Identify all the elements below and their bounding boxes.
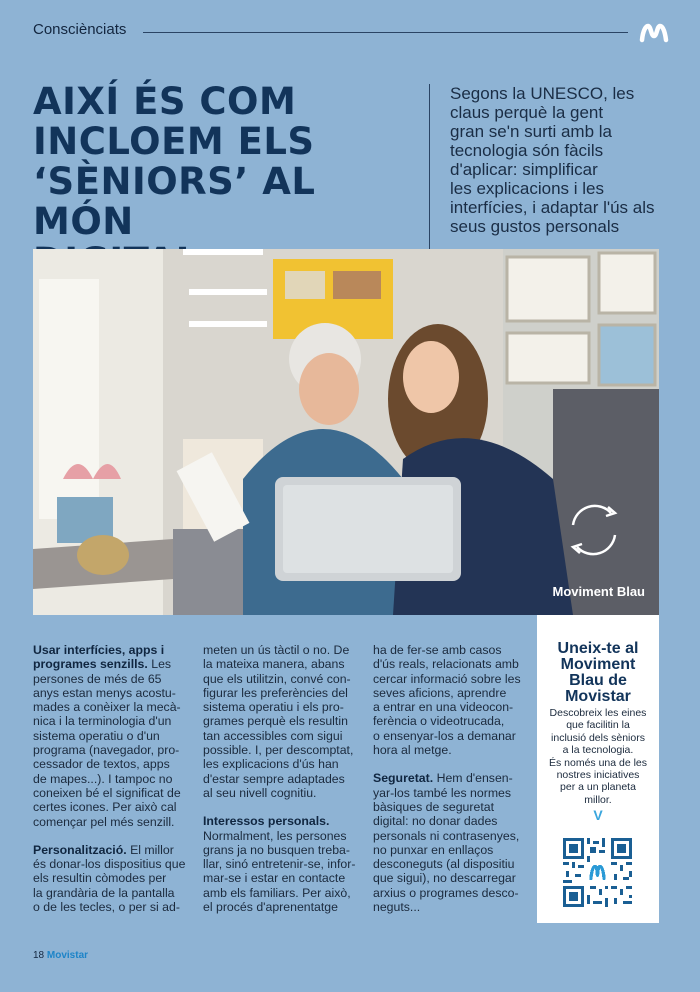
paragraph-line: certes icones. Per això cal	[33, 800, 177, 815]
paragraph-line: és donar-los dispositius que	[33, 857, 186, 872]
paragraph-line: cercar informació sobre les	[373, 671, 521, 686]
paragraph-line: mar-se i estar en contacte	[203, 871, 346, 886]
paragraph-line: nica i la terminologia d'un	[33, 714, 172, 729]
sidebox-text-line: a la tecnologia.	[562, 744, 634, 757]
header-rule	[143, 32, 628, 33]
paragraph-line: o ensenyar-los a demanar	[373, 728, 516, 743]
paragraph-line: tan accessibles com sigui	[203, 728, 343, 743]
section-label: Consciènciats	[33, 21, 127, 38]
paragraph-line: les explicacions d'ús han	[203, 757, 339, 772]
paragraph-line: programa (navegador, pro-	[33, 743, 180, 758]
paragraph-heading: Usar interfícies, apps i	[33, 643, 165, 657]
paragraph-line: seves aficions, aprendre	[373, 685, 507, 700]
paragraph-line: hora al metge.	[373, 743, 452, 758]
paragraph-line: al seu nivell cognitiu.	[203, 785, 317, 800]
photo-caption: Moviment Blau	[552, 584, 645, 599]
column-1	[33, 643, 186, 928]
paragraph-line: sistema operatiu o d'un	[33, 728, 160, 743]
paragraph-line: coneixen bé el significat de	[33, 785, 181, 800]
paragraph-line: anys estan menys acostu-	[33, 685, 176, 700]
paragraph-heading: programes senzills.	[33, 657, 148, 672]
paragraph-personalization	[33, 842, 186, 915]
paragraph-line: cessador de textos, apps	[33, 757, 170, 772]
hero-photo	[33, 249, 659, 615]
paragraph-line: sistema operatiu i els pro-	[203, 700, 344, 715]
headline-line: AIXÍ ÉS COM	[33, 80, 297, 123]
paragraph-line: figurar les preferències del	[203, 685, 348, 700]
moviment-blau-sidebox	[537, 615, 659, 923]
deck-line: Segons la UNESCO, les	[450, 84, 635, 103]
paragraph-line: bàsiques de seguretat	[373, 799, 495, 814]
sidebox-title-line: Movistar	[565, 688, 631, 705]
sidebox-text-line: Descobreix les eines	[549, 707, 647, 719]
paragraph-line	[33, 657, 183, 671]
movistar-m-logo-icon	[639, 22, 669, 44]
paragraph-line: d'ús reals, relacionats amb	[373, 657, 519, 672]
paragraph-line: grans ja no busquen treba-	[203, 842, 350, 857]
paragraph-line	[373, 771, 523, 785]
paragraph-continued	[373, 643, 523, 757]
paragraph-heading: Seguretat.	[373, 771, 434, 786]
headline-line: ‘SÈNIORS’ AL MÓN	[33, 160, 316, 243]
paragraph-line: la mateixa manera, abans	[203, 657, 345, 672]
paragraph-interests	[203, 814, 356, 915]
deck-line: claus perquè la gent	[450, 103, 604, 122]
paragraph-line: no punxar en enllaços	[373, 842, 494, 857]
sidebox-text-line: per a un planeta	[560, 781, 636, 794]
paragraph-line	[33, 843, 183, 857]
deck-line: interfícies, i adaptar l'ús als	[450, 198, 655, 217]
deck-line: seus gustos personals	[450, 217, 620, 236]
paragraph-line: ferència o videotrucada,	[373, 714, 505, 729]
paragraph-security	[373, 771, 523, 914]
paragraph-line: el procés d'aprenentatge	[203, 900, 338, 915]
sidebox-title-line: Uneix-te al	[557, 640, 639, 657]
paragraph-interfaces	[33, 643, 183, 829]
paragraph-line: grames perquè els resultin	[203, 714, 348, 729]
paragraph-line: d'estar sempre adaptades	[203, 771, 345, 786]
chevron-down-icon: V	[593, 807, 603, 824]
deck-line: d'aplicar: simplificar	[450, 160, 598, 179]
paragraph-line: persones de més de 65	[33, 671, 162, 686]
footer-brand: Movistar	[46, 950, 89, 961]
sidebox-text-line: inclusió dels sèniors	[551, 731, 645, 744]
paragraph-continued	[203, 643, 353, 800]
paragraph-line: desconeguts (al dispositiu	[373, 857, 515, 872]
deck-text	[450, 84, 670, 236]
page-footer	[33, 950, 88, 961]
sidebox-text-line: que facilitin la	[566, 719, 630, 732]
paragraph-text: Hem d'ensen-	[436, 771, 513, 786]
paragraph-line: de mapes...). I tampoc no	[33, 771, 173, 786]
page-number: 18	[33, 950, 45, 961]
paragraph-text: Les	[151, 657, 172, 672]
paragraph-line: els resultin còmodes per	[33, 871, 167, 886]
paragraph-line: mades a conèixer la mecà-	[33, 700, 181, 715]
paragraph-line: Normalment, les persones	[203, 828, 347, 843]
paragraph-line: llar, sinó entretenir-se, infor-	[203, 857, 356, 872]
paragraph-line: que els utilitzin, convé con-	[203, 671, 351, 686]
sidebox-text-line: millor.	[584, 793, 612, 806]
paragraph-line: arxius o programes desco-	[373, 885, 519, 900]
paragraph-line: meten un ús tàctil o no. De	[203, 643, 350, 657]
deck-line: les explicacions i les	[450, 179, 605, 198]
deck-line: gran se'n surti amb la	[450, 122, 612, 141]
deck-line: tecnologia són fàcils	[450, 141, 604, 160]
qr-code-icon[interactable]	[563, 838, 632, 907]
paragraph-line: ha de fer-se amb casos	[373, 643, 502, 657]
paragraph-line: possible. I, per descomptat,	[203, 743, 354, 758]
paragraph-heading: Interessos personals.	[203, 814, 330, 829]
paragraph-text: El millor	[130, 842, 174, 857]
paragraph-line: neguts...	[373, 900, 421, 915]
headline-line: INCLOEM ELS	[33, 120, 315, 163]
paragraph-line: digital: no donar dades	[373, 814, 498, 829]
sidebox-title-line: Moviment	[560, 656, 636, 673]
paragraph-line: amb els familiars. Per això,	[203, 885, 351, 900]
sidebox-text-line: És només una de les	[548, 756, 648, 769]
paragraph-line: a entrar en una videocon-	[373, 700, 514, 715]
paragraph-line: yar-los també les normes	[373, 785, 512, 800]
paragraph-line: personals ni contrasenyes,	[373, 828, 520, 843]
paragraph-heading: Personalització.	[33, 842, 127, 857]
column-2	[203, 643, 356, 928]
paragraph-line: que sigui), no descarregar	[373, 871, 516, 886]
paragraph-line: o de les tecles, o per si ad-	[33, 900, 180, 915]
paragraph-line: la grandària de la pantalla	[33, 885, 175, 900]
sidebox-text-line: nostres iniciatives	[556, 769, 640, 782]
column-3	[373, 643, 523, 928]
sidebox-text	[543, 707, 653, 806]
paragraph-line: començar pel més senzill.	[33, 814, 175, 829]
sidebox-title	[537, 641, 659, 705]
circular-arrows-icon	[559, 495, 629, 565]
sidebox-title-line: Blau de	[569, 672, 627, 689]
